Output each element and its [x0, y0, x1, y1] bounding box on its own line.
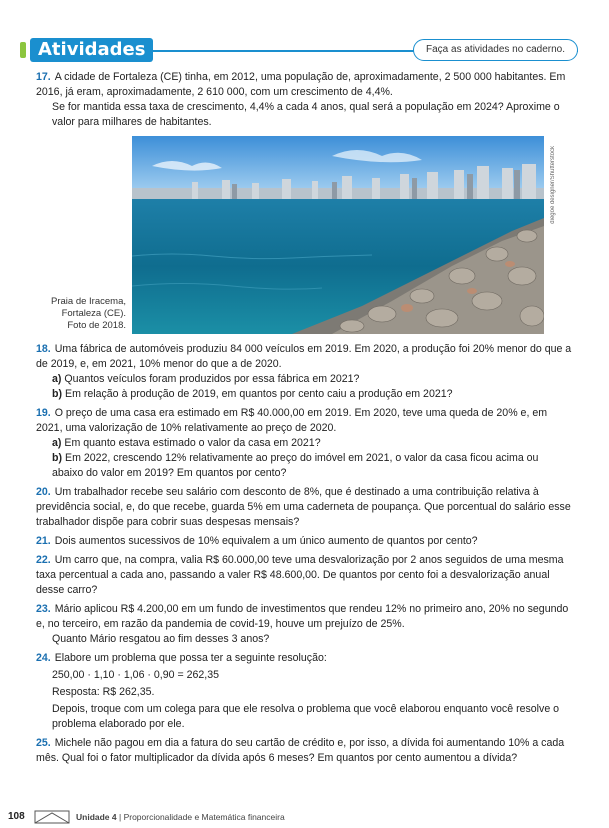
section-title: Atividades [30, 38, 153, 62]
answer: Resposta: R$ 262,35. [52, 686, 155, 698]
item-text: Em quanto estava estimado o valor da casa em 2021? [64, 437, 321, 449]
exercise-text: Michele não pagou em dia a fatura do seu cartão de crédito e, por isso, a dívida foi aumentando 10% a cada mês. Qual foi o fator multiplicador da dívida após 6 meses? Em quantos por cento aumentou a dívida? [36, 737, 565, 764]
unit-subject: | Proporcionalidade e Matemática financeira [119, 812, 285, 822]
exercise-text: A cidade de Fortaleza (CE) tinha, em 2012, uma população de, aproximadamente, 2 500 000 habitantes. Em 2016, já eram, aproximadamente, 2 610 000, com um crescimento de 4,4%. [36, 71, 566, 98]
exercise-text: Dois aumentos sucessivos de 10% equivalem a um único aumento de quantos por cento? [54, 535, 478, 547]
notebook-note: Faça as atividades no caderno. [413, 39, 578, 61]
item-text: Em 2022, crescendo 12% relativamente ao preço do imóvel em 2021, o valor da casa ficou acima ou abaixo do valor em 2019? Em quantos por cento? [52, 452, 539, 479]
exercise-number: 25. [36, 737, 51, 749]
item-b [36, 451, 572, 481]
section-header [18, 36, 578, 66]
exercise-22 [36, 553, 572, 598]
item-label: a) [52, 437, 62, 449]
item-text: Quantos veículos foram produzidos por essa fábrica em 2021? [64, 373, 360, 385]
item-label: b) [52, 388, 62, 400]
item-a [36, 372, 572, 387]
item-a [36, 436, 572, 451]
beach-illustration [132, 136, 544, 334]
caption-line: Foto de 2018. [67, 320, 126, 331]
photo-figure [36, 136, 572, 336]
exercise-number: 17. [36, 71, 51, 83]
exercise-25 [36, 736, 572, 766]
exercise-20 [36, 485, 572, 530]
exercise-number: 21. [36, 535, 51, 547]
exercise-24 [36, 651, 572, 732]
item-label: b) [52, 452, 62, 464]
exercise-number: 24. [36, 652, 51, 664]
exercise-17 [36, 70, 572, 130]
instructions: Depois, troque com um colega para que ele resolva o problema que você elaborou enquanto você resolve o problema elaborado por ele. [52, 703, 560, 730]
exercise-text: Um trabalhador recebe seu salário com desconto de 8%, que é destinado a uma contribuição relativa à previdência social, e, do que recebe, guarda 5% em uma caderneta de poupança. Que porcentual do salário esse trabalhador dispõe para cobrir suas despesas mensais? [36, 486, 571, 528]
item-label: a) [52, 373, 62, 385]
caption-line: Fortaleza (CE). [61, 308, 126, 319]
exercise-list [36, 70, 572, 770]
exercise-text: O preço de uma casa era estimado em R$ 40.000,00 em 2019. Em 2020, teve uma queda de 20% e, em 2021, uma valorização de 10% relativamente ao preço de 2020. [36, 407, 548, 434]
exercise-question: Quanto Mário resgatou ao fim desses 3 anos? [52, 633, 270, 645]
exercise-text: Elabore um problema que possa ter a seguinte resolução: [54, 652, 327, 664]
footer-text [76, 812, 285, 822]
exercise-21 [36, 534, 572, 549]
calculation: 250,00 · 1,10 · 1,06 · 0,90 = 262,35 [52, 669, 219, 681]
photo-caption [36, 296, 126, 332]
exercise-text: Mário aplicou R$ 4.200,00 em um fundo de investimentos que rendeu 12% no primeiro ano, 20% no segundo e, no terceiro, em razão da pandemia de covid-19, houve um prejuízo de 25%. [36, 603, 569, 630]
page-footer [8, 811, 588, 827]
exercise-18 [36, 342, 572, 402]
item-b [36, 387, 572, 402]
exercise-19 [36, 406, 572, 481]
book-icon [34, 810, 70, 826]
exercise-number: 19. [36, 407, 51, 419]
unit-label: Unidade 4 [76, 812, 117, 822]
exercise-text: Um carro que, na compra, valia R$ 60.000,00 teve uma desvalorização por 2 anos seguidos de uma mesma taxa percentual a cada ano, passando a valer R$ 48.600,00. De quantos por cento foi a desvalorização anual desse carro? [36, 554, 564, 596]
exercise-question: Se for mantida essa taxa de crescimento, 4,4% a cada 4 anos, qual será a população em 2024? Aproxime o valor para milhares de habitantes. [52, 101, 560, 128]
exercise-23 [36, 602, 572, 647]
exercise-number: 22. [36, 554, 51, 566]
photo-credit: diegoe designer/Shutterstock [550, 146, 556, 224]
item-text: Em relação à produção de 2019, em quantos por cento caiu a produção em 2021? [65, 388, 453, 400]
exercise-number: 20. [36, 486, 51, 498]
caption-line: Praia de Iracema, [51, 296, 126, 307]
exercise-text: Uma fábrica de automóveis produziu 84 000 veículos em 2019. Em 2020, a produção foi 20% menor do que a de 2019, e, em 2021, 10% menor do que a de 2020. [36, 343, 572, 370]
beach-photo [132, 136, 544, 334]
page-number: 108 [8, 811, 25, 822]
exercise-number: 23. [36, 603, 51, 615]
exercise-number: 18. [36, 343, 51, 355]
